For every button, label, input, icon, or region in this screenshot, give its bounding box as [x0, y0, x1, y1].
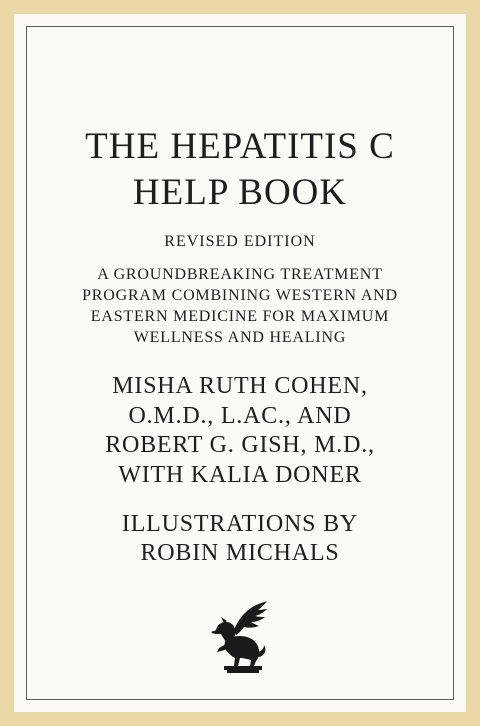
author-credits [14, 372, 466, 490]
illustrator-credits [14, 510, 466, 568]
title-page [14, 14, 466, 712]
author-line: WITH KALIA DONER [118, 461, 362, 488]
title-line: THE HEPATITIS C [85, 126, 395, 167]
author-line: MISHA RUTH COHEN, [112, 373, 368, 399]
subtitle-line: A GROUNDBREAKING TREATMENT [97, 266, 383, 283]
griffin-icon [204, 600, 268, 674]
book-subtitle [14, 264, 466, 348]
illustrator-line: ILLUSTRATIONS BY [121, 511, 359, 537]
title-line: HELP BOOK [132, 172, 348, 213]
edition-label: REVISED EDITION [164, 233, 316, 250]
author-line: O.M.D., L.AC., AND [128, 402, 352, 429]
illustrator-line: ROBIN MICHALS [140, 540, 340, 566]
subtitle-line: PROGRAM COMBINING WESTERN AND [82, 287, 398, 304]
author-line: ROBERT G. GISH, M.D., [105, 432, 375, 458]
subtitle-line: WELLNESS AND HEALING [133, 329, 347, 346]
subtitle-line: EASTERN MEDICINE FOR MAXIMUM [90, 308, 390, 325]
book-title [14, 124, 466, 216]
